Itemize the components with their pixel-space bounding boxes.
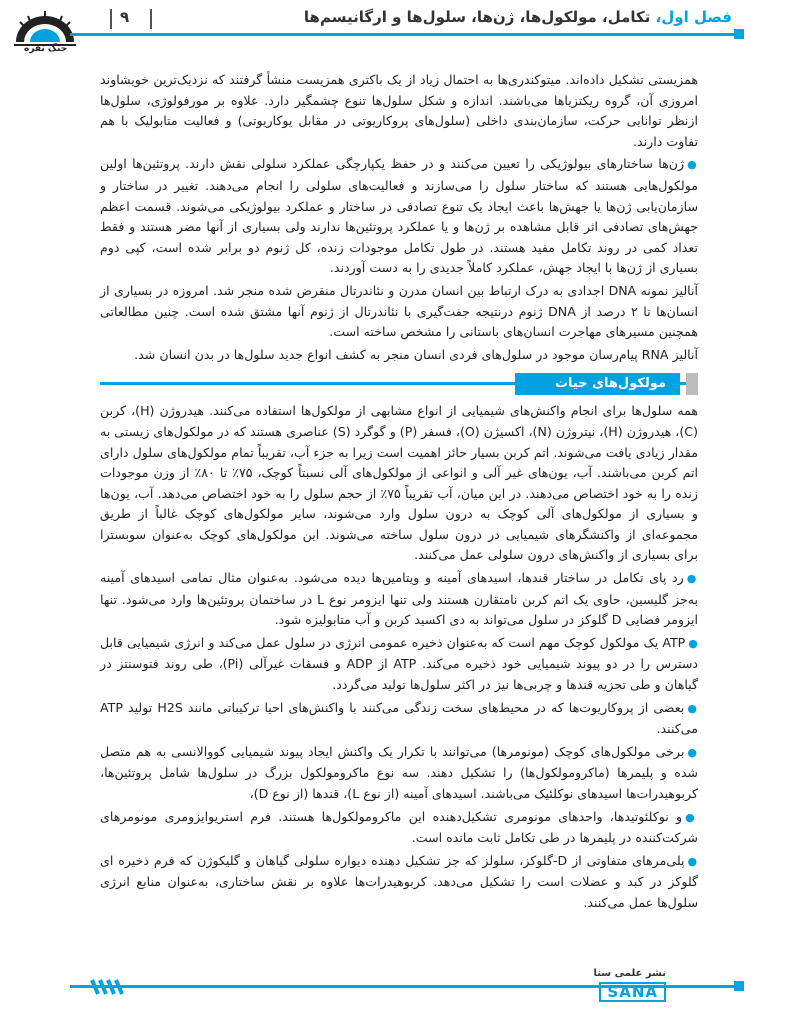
bullet-icon: ●	[685, 810, 698, 824]
bullet-icon: ●	[687, 158, 698, 172]
header-rule-marker	[734, 29, 744, 39]
section-marker	[686, 373, 698, 395]
chapter-title: تکامل، مولکول‌ها، ژن‌ها، سلول‌ها و ارگانیسم‌ها	[303, 8, 656, 26]
paragraph: ●ژن‌ها ساختارهای بیولوژیکی را تعیین می‌کنند و در حفظ یکپارچگی عملکرد سلولی نقش دارند. پروتئین‌ها اولین مولکول‌هایی هستند که ساختار سلول را می‌سازند و فعالیت‌های سلولی را انجام می‌دهند. تغییر در ساختار و سازمان‌یابی ژن‌ها یا جهش‌ها باعث ایجاد یک تنوع تصادفی در ساختار و عملکرد بیولوژیکی می‌شوند. قسمت اعظم جهش‌های تصادفی اثر قابل مشاهده بر ژن‌ها و یا عملکرد پروتئین‌ها ندارند ولی بسیاری از آنها مضر هستند و فقط تعداد کمی در روند تکامل مفید هستند. در طول تکامل موجودات زنده، کل ژنوم دو برابر شده است، کپی دوم بسیاری از ژن‌ها با ایجاد جهش، عملکرد کاملاً جدیدی را به دست آوردند.	[100, 156, 698, 276]
paragraph: همزیستی تشکیل داده‌اند. میتوکندری‌ها به احتمال زیاد از یک باکتری همزیست منشأ گرفتند که نزدیک‌ترین خویشاوند امروزی آن، گروه ریکتزیاها می‌باشند. اندازه و شکل سلول‌ها تنوع چشمگیر دارد. علاوه بر مورفولوژی، سلول‌ها ازنظر توانایی حرکت، سازمان‌بندی داخلی (سلول‌های پروکاریوتی در مقابل یوکاریوتی) و فعالیت متابولیک با هم تفاوت دارند.	[100, 72, 698, 149]
header-divider	[110, 9, 112, 29]
header-rule	[70, 33, 738, 36]
publisher-name: نشر علمی سنا	[593, 968, 666, 979]
paragraph: همه سلول‌ها برای انجام واکنش‌های شیمیایی از انواع مشابهی از مولکول‌ها استفاده می‌کنند. هیدروژن (H)، کربن (C)، هیدروژن (H)، نیتروژن (N)، اکسیژن (O)، فسفر (P) و گوگرد (S) عناصری هستند که در مولکول‌های زیستی به مقدار زیادی یافت می‌شوند. اتم کربن بسیار حائز اهمیت است زیرا به جزء آب، تقریباً تمام مولکول‌های سلول دارای اتم کربن می‌باشند. آب، یون‌های غیر آلی و انواعی از مولکول‌های آلی نسبتاً کوچک، ۷۵٪ تا ۸۰٪ از وزن موجودات زنده را به خود اختصاص می‌دهند. در این میان، آب تقریباً ۷۵٪ از حجم سلول را به خود اختصاص می‌دهد. آب، یون‌ها و بسیاری از مولکول‌های آلی کوچک به درون سلول وارد می‌شوند، سایر مولکول‌های کوچک غالباً از طریق مجموعه‌ای از واکنشگرهای شیمیایی در درون سلول ساخته می‌شوند. این مولکول‌های کوچک به‌عنوان سوبسترا برای بسیاری از واکنش‌های درون سلولی عمل می‌کنند.	[100, 403, 698, 563]
header-divider	[150, 9, 152, 29]
section-title: مولکول‌های حیات	[515, 373, 680, 395]
logo-text: جنگ نقره	[24, 44, 68, 54]
bullet-icon: ●	[688, 636, 698, 650]
chapter-label: فصل اول،	[655, 8, 732, 26]
running-header	[304, 8, 732, 26]
paragraph: ●ATP یک مولکول کوچک مهم است که به‌عنوان ذخیره عمومی انرژی در سلول عمل می‌کند و انرژی شیمیایی قابل دسترس را در دو پیوند شیمیایی خود ذخیره می‌کند. ATP از ADP و فسفات غیرآلی (Pi)، طی روند فتوسنتز در گیاهان و طی تجزیه قندها و چربی‌ها نیز در اکثر سلول‌ها تولید می‌گردد.	[100, 634, 698, 693]
paragraph: آنالیز نمونه DNA اجدادی به درک ارتباط بین انسان مدرن و نئاندرتال منقرض شده منجر شد. امروزه در بسیاری از انسان‌ها تا ۲ درصد از DNA ژنوم درنتیجه جفت‌گیری با نئاندرتال از ژنوم آنها مشتق شده است. چنین مطالعاتی همچنین مسیرهای مهاجرت انسان‌های باستانی را مشخص ساخته است.	[100, 282, 698, 340]
publisher-brand: SANA	[599, 982, 666, 1002]
paragraph: ●و نوکلئوتیدها، واحدهای مونومری تشکیل‌دهنده این ماکرومولکول‌ها هستند. فرم استریوایزومری مونومرهای شرکت‌کننده در پلیمرها در طی تکامل ثابت مانده است.	[100, 808, 698, 846]
bullet-icon: ●	[686, 572, 698, 586]
paragraph: ●رد پای تکامل در ساختار قندها، اسیدهای آمینه و ویتامین‌ها دیده می‌شود. به‌عنوان مثال تمامی اسیدهای آمینه به‌جز گلیسین، حاوی یک اتم کربن نامتقارن هستند ولی تنها ایزومر نوع L در ساختمان پروتئین‌ها وارد می‌شود. تنها ایزومر فضایی D گلوکز در سلول می‌تواند به دی اکسید کربن و آب متابولیزه شود.	[100, 570, 698, 628]
paragraph: ●پلی‌مرهای متفاوتی از D-گلوکز، سلولز که جز تشکیل دهنده دیواره سلولی گیاهان و گلیکوژن که فرم ذخیره ای گلوکز در کبد و عضلات است را تشکیل می‌دهد. کربوهیدرات‌ها علاوه بر نقش ساختاری، به‌عنوان منابع انرژی سلول‌ها عمل می‌کنند.	[100, 852, 698, 910]
paragraph: ●بعضی از پروکاریوت‌ها که در محیط‌های سخت زندگی می‌کنند با واکنش‌های احیا ترکیباتی مانند H2S تولید ATP می‌کنند.	[100, 699, 699, 737]
bullet-icon: ●	[687, 854, 698, 868]
main-text	[100, 70, 698, 916]
bullet-icon: ●	[687, 701, 699, 715]
paragraph: آنالیز RNA پیام‌رسان موجود در سلول‌های فردی انسان منجر به کشف انواع جدید سلول‌ها در بدن انسان شد.	[134, 346, 698, 362]
footer-rule-marker	[734, 981, 744, 991]
paragraph: ●برخی مولکول‌های کوچک (مونومرها) می‌توانند با تکرار یک واکنش ایجاد پیوند شیمیایی کووالانسی به هم متصل شده و پلیمرها (ماکرومولکول‌ها) را تشکیل دهند. سه نوع ماکرومولکول بزرگ در سلول‌ها شامل پروتئین‌ها، کربوهیدرات‌ها اسیدهای نوکلئیک می‌باشند. اسیدهای آمینه (از نوع L)، قندها (از نوع D)،	[100, 743, 698, 801]
bullet-icon: ●	[687, 745, 698, 759]
section-heading	[100, 373, 698, 395]
page-number: ۹	[120, 8, 130, 26]
